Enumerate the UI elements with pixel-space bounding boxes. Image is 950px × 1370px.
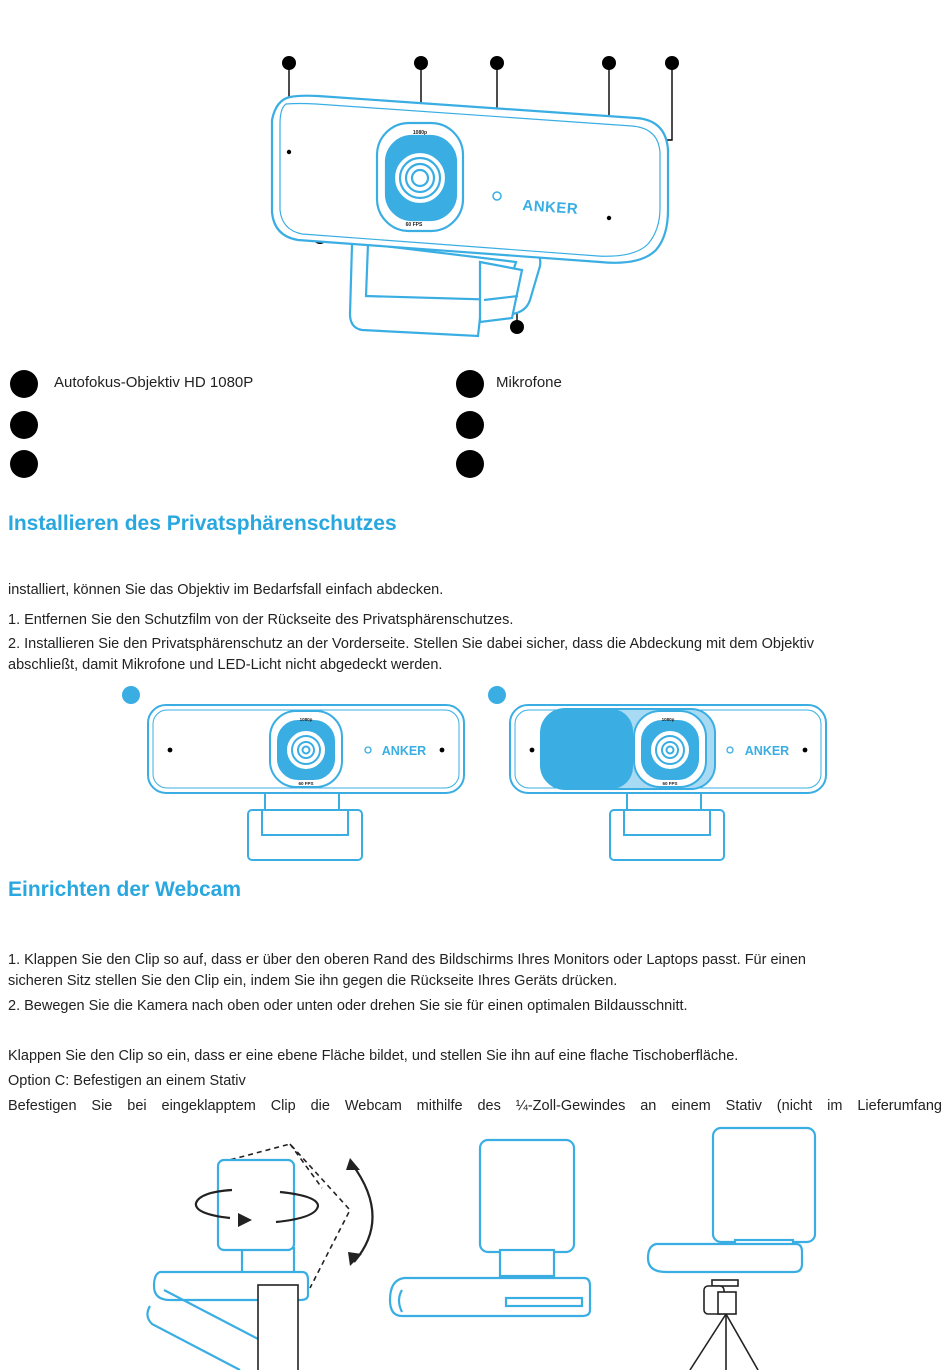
setup-step-1-line-2: sicheren Sitz stellen Sie den Clip ein, indem Sie ihn gegen die Rückseite Ihres Geräts drücken.	[8, 973, 618, 989]
left-lens-label-top: 1080p	[299, 717, 313, 722]
privacy-step-2-line-2: abschließt, damit Mikrofone und LED-Licht nicht abgedeckt werden.	[8, 657, 443, 673]
privacy-cover-diagrams	[0, 680, 950, 865]
privacy-step-1: 1. Entfernen Sie den Schutzfilm von der Rückseite des Privatsphärenschutzes.	[8, 612, 514, 628]
lens-label-bottom: 60 FPS	[405, 222, 423, 228]
right-lens-label-top: 1080p	[661, 717, 675, 722]
right-lens-label-bottom: 60 FPS	[662, 781, 678, 786]
right-brand-logo: ANKER	[744, 744, 790, 758]
option-b-text: Klappen Sie den Clip so ein, dass er eine ebene Fläche bildet, und stellen Sie ihn auf eine flache Tischoberfläche.	[8, 1048, 739, 1064]
legend-marker-2	[456, 370, 484, 398]
legend-label-2: Mikrofone	[496, 374, 562, 391]
privacy-intro-text: installiert, können Sie das Objektiv im Bedarfsfall einfach abdecken.	[8, 582, 444, 598]
privacy-step-2-line-1: 2. Installieren Sie den Privatsphärenschutz an der Vorderseite. Stellen Sie dabei sicher, dass die Abdeckung mit dem Objektiv	[8, 636, 815, 652]
legend-marker-3	[10, 411, 38, 439]
option-c-text: Befestigen Sie bei eingeklapptem Clip die Webcam mithilfe des ¼-Zoll-Gewindes an einem Stativ (nicht im Lieferumfang	[8, 1098, 942, 1114]
option-c-title: Option C: Befestigen an einem Stativ	[8, 1073, 246, 1089]
legend-marker-4	[456, 411, 484, 439]
webcam-front-diagram	[0, 0, 950, 350]
setup-step-2: 2. Bewegen Sie die Kamera nach oben oder unten oder drehen Sie sie für einen optimalen Bildausschnitt.	[8, 998, 688, 1014]
section-heading-privacy-cover: Installieren des Privatsphärenschutzes	[8, 512, 397, 535]
legend-marker-5	[10, 450, 38, 478]
legend-marker-1	[10, 370, 38, 398]
section-heading-setup: Einrichten der Webcam	[8, 878, 242, 901]
legend-marker-6	[456, 450, 484, 478]
setup-step-1-line-1: 1. Klappen Sie den Clip so auf, dass er über den oberen Rand des Bildschirms Ihres Monitors oder Laptops passt. Für einen	[8, 952, 806, 968]
lens-label-top: 1080p	[412, 130, 428, 136]
brand-logo: ANKER	[521, 197, 579, 218]
left-lens-label-bottom: 60 FPS	[298, 781, 314, 786]
left-brand-logo: ANKER	[381, 744, 427, 758]
legend-label-1: Autofokus-Objektiv HD 1080P	[54, 374, 254, 391]
mounting-options-diagrams	[0, 1140, 950, 1370]
